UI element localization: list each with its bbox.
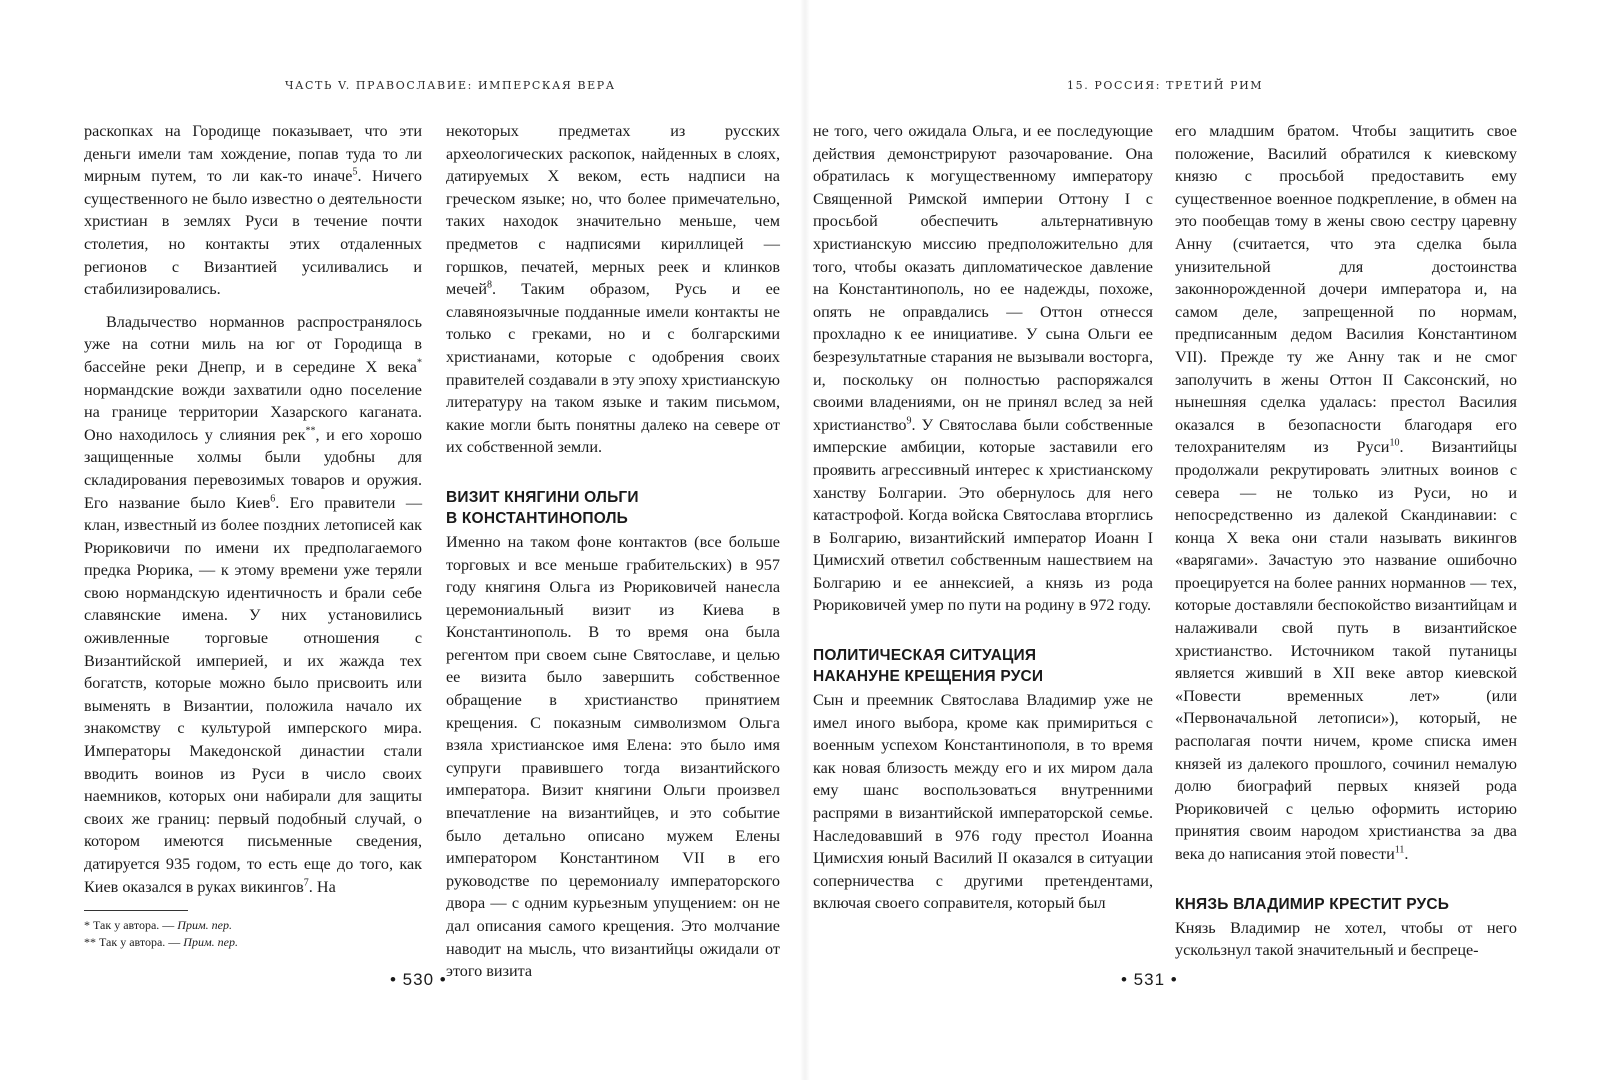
right-column-2 [1175, 120, 1517, 962]
running-head-right: 15. РОССИЯ: ТРЕТИЙ РИМ [1067, 79, 1264, 92]
paragraph: его младшим братом. Чтобы защитить свое положение, Василий обратился к киевскому князю с просьбой предоставить ему существенное военное подкрепление, в обмен на это пообещав тому в жены свою сестру царевну Анну (считается, что эта сделка была унизительной для достоинства законнорожденной дочери императора и, на самом деле, запрещенной по нормам, предписанным дедом Василия Константином VII). Прежде ту же Анну так и не смог заполучить в жены Оттон II Саксонский, но нынешняя сделка удалась: престол Василия оказался в безопасности благодаря его телохранителям из Руси$^{10}$. Византийцы продолжали рекрутировать элитных воинов с севера — не только из Руси, но и непосредственно из далекой Скандинавии: с конца X века они стали называть викингов «варягами». Зачастую это название ошибочно проецируется на более ранних норманнов — тех, которые доставляли беспокойство византийцам и налаживали свой путь в византийское христианство. Источником такой путаницы является живший в XII веке автор киевской «Повести временных лет» (или «Первоначальной летописи»), который, не располагая почти ничем, кроме списка имен князей из далекого прошлого, сочинил немалую долю биографий первых князей рода Рюриковичей с целью оформить историю принятия своим народом христианства за два века до написания этой повести$^{11}$. [1175, 122, 1517, 863]
right-page [805, 0, 1619, 1080]
footnote: ** Так у автора. — Прим. пер. [84, 935, 238, 949]
paragraph: Сын и преемник Святослава Владимир уже не имел иного выбора, кроме как примириться с военным успехом Константинополя, в то время как новая близость между его и их миром дала ему шанс воспользоваться внутренними распрями в византийской императорской семье. Наследовавший в 976 году престол Иоанна Цимисхия юный Василий II оказался в ситуации соперничества с другими претендентами, включая своего соправителя, который был [813, 691, 1153, 913]
footnote-ref: 6 [270, 493, 276, 505]
paragraph: не того, чего ожидала Ольга, и ее последующие действия демонстрируют разочарование. Она обратилась к могущественному императору Священной Римской империи Оттону I с просьбой обеспечить альтернативную христианскую миссию предположительно для того, чтобы оказать дипломатическое давление на Константинополь, но ее надежды, похоже, опять не оправдались — Оттон отнесся прохладно к ее инициативе. У сына Ольги ее безрезультатные старания не вызывали восторга, и, поскольку он полностью распоряжался своими владениями, он не принял вслед за ней христианство$^9$. У Святослава были собственные имперские амбиции, которые заставили его проявить агрессивный интерес к христианскому ханству Болгарии. Это обернулось для него катастрофой. Когда войска Святослава вторглись в Болгарию, византийский император Иоанн I Цимисхий ответил собственным нашествием на Болгарию и ее аннексией, а князь из рода Рюриковичей умер по пути на родину в 972 году. [813, 122, 1153, 615]
paragraph: раскопках на Городище показывает, что эти деньги имели там хождение, попав туда то ли мирным путем, то ли как-то иначе$^5$. Ничего существенного не было известно о деятельности христиан в землях Руси в течение почти столетия, но контакты этих отдаленных регионов с Византией усиливались и стабилизировались. [84, 122, 422, 299]
footnote-ref: ** [305, 425, 316, 437]
section-heading: КНЯЗЬ ВЛАДИМИР КРЕСТИТ РУСЬ [1175, 895, 1450, 913]
footnote-ref: * [417, 357, 422, 369]
footnotes [84, 910, 424, 951]
footnote-ref: 9 [906, 415, 912, 427]
footnote-rule [84, 910, 188, 911]
footnote-ref: 7 [303, 877, 309, 889]
left-column-2 [446, 120, 780, 983]
paragraph: Именно на таком фоне контактов (все больше торговых и все меньше грабительских) в 957 году княгиня Ольга из Рюриковичей нанесла церемониальный визит из Киева в Константинополь. В то время она была регентом при своем сыне Святославе, и целью ее визита было завершить собственное обращение в христианство принятием крещения. С показным символизмом Ольга взяла христианское имя Елена: это было имя супруги правившего тогда византийского императора. Визит княгини Ольги произвел впечатление на византийцев, и это событие было детально описано мужем Елены императором Константином VII в его руководстве по церемониалу императорского двора — с одним курьезным упущением: он не дал описания самого крещения. Это молчание наводит на мысль, что византийцы ожидали от этого визита [446, 532, 780, 981]
section-heading: ВИЗИТ КНЯГИНИ ОЛЬГИ В КОНСТАНТИНОПОЛЬ [446, 488, 639, 527]
left-page [0, 0, 805, 1080]
footnote-ref: 5 [352, 166, 358, 178]
paragraph: Князь Владимир не хотел, чтобы от него ускользнул такой значительный и беспреце- [1175, 918, 1517, 960]
footnote-ref: 11 [1394, 844, 1405, 856]
footnote-ref: 8 [487, 279, 493, 291]
paragraph: Владычество норманнов распространялось уже на сотни миль на юг от Городища в бассейне реки Днепр, и в середине X века* нормандские вожди захватили одно поселение на границе территории Хазарского каганата. Оно находилось у слияния рек**, и его хорошо защищенные холмы были удобны для складирования перевозимых товаров и оружия. Его название было Киев$^6$. Его правители — клан, известный из более поздних летописей как Рюриковичи по имени их предполагаемого предка Рюрика, — к этому времени уже теряли свою нормандскую идентичность и брали себе славянские имена. У них установились оживленные торговые отношения с Византийской империей, и их жажда тех богатств, которые можно было присвоить или выменять в Византии, положила начало их знакомству с культурой имперского мира. Императоры Македонской династии стали вводить воинов из Руси в число своих наемников, которых они набирали для защиты своих же границ: первый подобный случай, о котором имеются письменные сведения, датируется 935 годом, то есть еще до того, как Киев оказался в руках викингов$^7$. На [84, 312, 423, 896]
page-number-left: • 530 • [390, 970, 447, 989]
footnote: * Так у автора. — Прим. пер. [84, 918, 232, 932]
right-column-1 [813, 120, 1153, 915]
section-heading: ПОЛИТИЧЕСКАЯ СИТУАЦИЯ НАКАНУНЕ КРЕЩЕНИЯ РУСИ [813, 647, 1044, 686]
paragraph: некоторых предметах из русских археологических раскопок, найденных в слоях, датируемых X веком, есть надписи на греческом языке; но, что более примечательно, таких находок значительно меньше, чем предметов с надписями кириллицей — горшков, печатей, мерных реек и клинков мечей$^8$. Таким образом, Русь и ее славяноязычные подданные имели контакты не только с греками, но и с болгарскими христианами, которые с одобрения своих правителей создавали в эту эпоху христианскую литературу на таком языке и таким письмом, какие могли быть понятны далеко на севере от их собственной земли. [446, 122, 781, 457]
page-number-right: • 531 • [1121, 970, 1178, 989]
footnote-ref: 10 [1389, 437, 1400, 449]
left-column-1 [84, 120, 422, 898]
running-head-left: ЧАСТЬ V. ПРАВОСЛАВИЕ: ИМПЕРСКАЯ ВЕРА [285, 79, 616, 92]
